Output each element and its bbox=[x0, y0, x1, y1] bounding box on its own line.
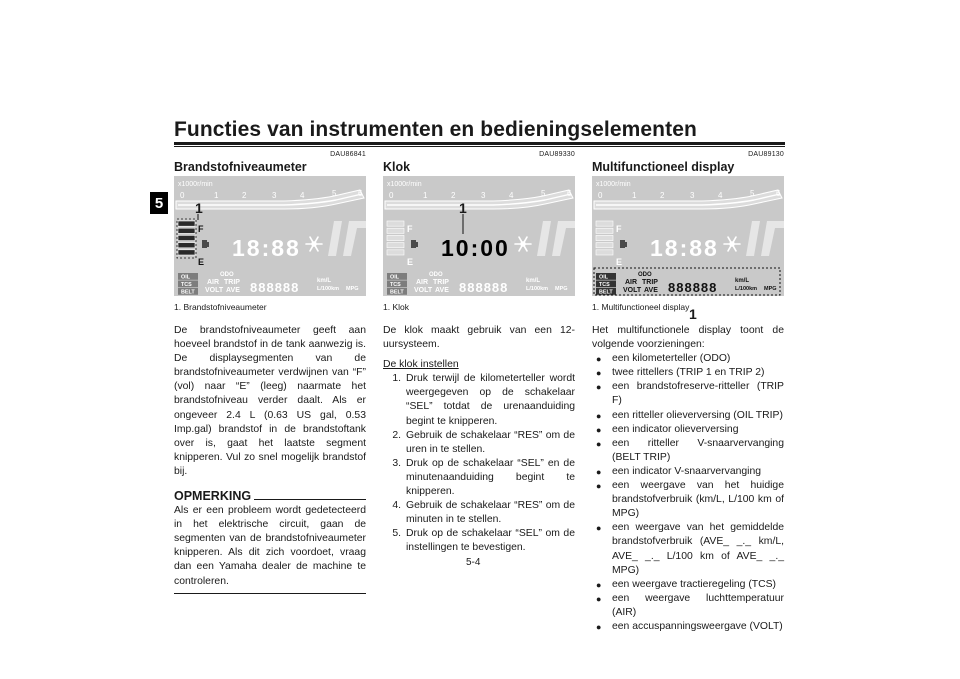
rpm-tick-label: 4 bbox=[300, 191, 305, 200]
step-text: Druk op de schakelaar “SEL” en de minutenaanduiding begint te knipperen. bbox=[406, 457, 575, 498]
warning-label: TCS bbox=[181, 282, 192, 288]
unit-l-per-100km: L/100km bbox=[735, 286, 758, 292]
rpm-tick-label: 2 bbox=[660, 191, 665, 200]
feature-item bbox=[592, 380, 784, 408]
fuel-segment bbox=[596, 243, 613, 248]
note-rule bbox=[254, 499, 366, 500]
rpm-tick-label: 6 bbox=[567, 189, 572, 198]
rpm-tick-label: 3 bbox=[481, 191, 486, 200]
ave-label: AVE bbox=[435, 287, 449, 294]
rpm-tick-label: 1 bbox=[632, 191, 637, 200]
fuel-segment bbox=[596, 250, 613, 255]
unit-l-per-100km: L/100km bbox=[317, 286, 340, 292]
note-body: Als er een probleem wordt gedetecteerd in het elektrische circuit, gaan de segmenten van de brandstofniveaumeter knipperen. Als dit zich voordoet, vraag dan een Yamaha dealer de machine te controleren. bbox=[174, 505, 366, 587]
trip-label: TRIP bbox=[433, 279, 449, 286]
fuel-segment bbox=[387, 235, 404, 240]
section-code: DAU86841 bbox=[330, 151, 366, 158]
callout-number: 1 bbox=[459, 200, 467, 216]
rpm-tick-label: 3 bbox=[272, 191, 277, 200]
volt-label: VOLT bbox=[414, 287, 433, 294]
step-text: Gebruik de schakelaar “RES” om de minuten in te stellen. bbox=[406, 500, 575, 526]
warning-label: OIL bbox=[390, 274, 399, 281]
fuel-segment bbox=[387, 221, 404, 226]
bullet-icon: ● bbox=[596, 354, 602, 365]
rpm-unit-label: x1000r/min bbox=[387, 181, 422, 188]
feature-text: een indicator olieverversing bbox=[612, 423, 739, 435]
bullet-icon: ● bbox=[596, 382, 602, 393]
feature-item bbox=[592, 409, 784, 423]
odometer-digits: 888888 bbox=[459, 280, 509, 295]
unit-l-per-100km: L/100km bbox=[526, 286, 549, 292]
feature-item bbox=[592, 352, 784, 366]
fuel-empty-label: E bbox=[407, 257, 414, 267]
dashboard-illustration bbox=[174, 176, 366, 296]
rpm-tick-label: 1 bbox=[214, 191, 219, 200]
volt-label: VOLT bbox=[623, 287, 642, 294]
step-item bbox=[383, 429, 575, 457]
step-text: Druk terwijl de kilometerteller wordt weergegeven op de schakelaar “SEL” totdat de urenaanduiding begint te knipperen. bbox=[406, 373, 575, 427]
feature-text: een accuspanningsweergave (VOLT) bbox=[612, 620, 783, 632]
body-paragraph: De brandstofniveaumeter geeft aan hoeveel brandstof in de tank aanwezig is. De displaysegmenten van de brandstofniveaumeter verdwijnen van “F” (vol) naar “E” (leeg) naarmate het brandstofniveau verder daalt. Als er ongeveer 2.4 L (0.63 US gal, 0.53 Imp.gal) brandstof in de brandstoftank over is, gaat het laatste segment knipperen. Vul zo snel mogelijk brandstof bij. bbox=[174, 325, 366, 477]
callout-number: 1 bbox=[689, 306, 697, 322]
fuel-segment bbox=[178, 228, 195, 233]
body-paragraph: De klok maakt gebruik van een 12-uursysteem. bbox=[383, 325, 575, 351]
callout-number: 1 bbox=[195, 200, 203, 216]
fuel-segment bbox=[596, 235, 613, 240]
rpm-tick-label: 0 bbox=[598, 191, 603, 200]
fuel-segment bbox=[387, 250, 404, 255]
feature-text: twee rittellers (TRIP 1 en TRIP 2) bbox=[612, 367, 765, 379]
step-item bbox=[383, 527, 575, 555]
feature-text: een brandstofreserve-ritteller (TRIP F) bbox=[612, 381, 784, 407]
clock-display: 10:00 bbox=[441, 235, 510, 261]
clock-display: 18:88 bbox=[650, 235, 719, 261]
warning-label: BELT bbox=[599, 289, 613, 296]
feature-text: een kilometerteller (ODO) bbox=[612, 353, 731, 365]
trip-label: TRIP bbox=[642, 279, 658, 286]
bullet-icon: ● bbox=[596, 438, 602, 449]
page-number: 5-4 bbox=[466, 557, 481, 568]
step-item bbox=[383, 372, 575, 428]
feature-item bbox=[592, 592, 784, 620]
trip-label: TRIP bbox=[224, 279, 240, 286]
step-number: 2. bbox=[392, 429, 401, 441]
feature-item bbox=[592, 521, 784, 577]
unit-km-per-l: km/L bbox=[317, 278, 332, 284]
dashboard-illustration bbox=[592, 176, 784, 296]
rpm-tick-label: 2 bbox=[242, 191, 247, 200]
note-heading bbox=[174, 489, 366, 503]
fuel-empty-label: E bbox=[198, 257, 205, 267]
warning-label: OIL bbox=[181, 274, 190, 281]
warning-label: OIL bbox=[599, 274, 608, 281]
air-label: AIR bbox=[416, 279, 429, 286]
subsection-title: De klok instellen bbox=[383, 359, 459, 371]
feature-item bbox=[592, 423, 784, 437]
bullet-icon: ● bbox=[596, 523, 602, 534]
figure-caption: 1. Multifunctioneel display bbox=[592, 302, 690, 312]
air-label: AIR bbox=[625, 279, 638, 286]
warning-label: TCS bbox=[599, 282, 610, 288]
step-item bbox=[383, 499, 575, 527]
rpm-tick-label: 3 bbox=[690, 191, 695, 200]
warning-label: BELT bbox=[390, 289, 404, 296]
step-text: Gebruik de schakelaar “RES” om de uren in te stellen. bbox=[406, 429, 575, 455]
rpm-tick-label: 5 bbox=[332, 189, 337, 198]
note-title: OPMERKING bbox=[174, 489, 252, 504]
section-fuel-meter bbox=[174, 150, 366, 594]
feature-text: een weergave van het gemiddelde brandstofverbruik (AVE_ _._ km/L, AVE_ _._ L/100 km of AVE_ _._ MPG) bbox=[612, 522, 784, 576]
odo-label: ODO bbox=[638, 272, 652, 278]
fuel-segment bbox=[178, 243, 195, 248]
title-rule bbox=[174, 142, 785, 145]
feature-item bbox=[592, 465, 784, 479]
fuel-segment bbox=[178, 221, 195, 226]
step-number: 5. bbox=[392, 528, 401, 540]
note-end-rule bbox=[174, 593, 366, 594]
odo-label: ODO bbox=[220, 272, 234, 278]
fuel-segment bbox=[387, 228, 404, 233]
fuel-full-label: F bbox=[407, 224, 413, 234]
fuel-full-label: F bbox=[198, 224, 204, 234]
feature-text: een ritteller olieverversing (OIL TRIP) bbox=[612, 409, 783, 421]
feature-text: een weergave van het huidige brandstofverbruik (km/L, L/100 km of MPG) bbox=[612, 480, 784, 520]
rpm-tick-label: 4 bbox=[509, 191, 514, 200]
rpm-tick-label: 2 bbox=[451, 191, 456, 200]
step-number: 4. bbox=[392, 500, 401, 512]
bullet-icon: ● bbox=[596, 410, 602, 421]
step-number: 3. bbox=[392, 457, 401, 469]
rpm-tick-label: 4 bbox=[718, 191, 723, 200]
bullet-icon: ● bbox=[596, 579, 602, 590]
fuel-full-label: F bbox=[616, 224, 622, 234]
rpm-tick-label: 1 bbox=[423, 191, 428, 200]
feature-item bbox=[592, 366, 784, 380]
rpm-tick-label: 6 bbox=[358, 189, 363, 198]
title-rule-thin bbox=[174, 146, 785, 147]
rpm-unit-label: x1000r/min bbox=[596, 181, 631, 188]
feature-text: een weergave tractieregeling (TCS) bbox=[612, 578, 777, 590]
rpm-tick-label: 5 bbox=[750, 189, 755, 198]
steps-list bbox=[383, 372, 575, 555]
rpm-tick-label: 0 bbox=[389, 191, 394, 200]
feature-text: een weergave luchttemperatuur (AIR) bbox=[612, 592, 784, 618]
feature-item bbox=[592, 479, 784, 521]
figure-fuel-meter bbox=[174, 176, 366, 296]
figure-caption: 1. Brandstofniveaumeter bbox=[174, 302, 267, 312]
unit-km-per-l: km/L bbox=[526, 278, 541, 284]
rpm-tick-label: 5 bbox=[541, 189, 546, 198]
fuel-segment bbox=[387, 243, 404, 248]
fuel-segment bbox=[178, 250, 195, 255]
ave-label: AVE bbox=[644, 287, 658, 294]
section-title: Brandstofniveaumeter bbox=[174, 160, 307, 174]
feature-item bbox=[592, 437, 784, 465]
fuel-segment bbox=[596, 228, 613, 233]
rpm-tick-label: 6 bbox=[776, 189, 781, 198]
feature-text: een indicator V-snaarvervanging bbox=[612, 465, 762, 477]
warning-label: BELT bbox=[181, 289, 195, 296]
bullet-icon: ● bbox=[596, 621, 602, 632]
features-list bbox=[592, 352, 784, 634]
bullet-icon: ● bbox=[596, 481, 602, 492]
body-paragraph: Het multifunctionele display toont de volgende voorzieningen: bbox=[592, 325, 784, 351]
feature-item bbox=[592, 578, 784, 592]
feature-text: een ritteller V-snaarvervanging (BELT TRIP) bbox=[612, 437, 784, 463]
figure-clock bbox=[383, 176, 575, 296]
odometer-digits: 888888 bbox=[668, 280, 718, 295]
clock-display: 18:88 bbox=[232, 235, 301, 261]
step-text: Druk op de schakelaar “SEL” om de instellingen te bevestigen. bbox=[406, 528, 575, 554]
step-item bbox=[383, 457, 575, 499]
odometer-digits: 888888 bbox=[250, 280, 300, 295]
bullet-icon: ● bbox=[596, 424, 602, 435]
section-title: Klok bbox=[383, 160, 411, 174]
odo-label: ODO bbox=[429, 272, 443, 278]
section-title: Multifunctioneel display bbox=[592, 160, 735, 174]
warning-label: TCS bbox=[390, 282, 401, 288]
section-code: DAU89130 bbox=[748, 151, 784, 158]
chapter-tab: 5 bbox=[150, 192, 168, 214]
fuel-segment bbox=[596, 221, 613, 226]
unit-km-per-l: km/L bbox=[735, 278, 750, 284]
bullet-icon: ● bbox=[596, 593, 602, 604]
volt-label: VOLT bbox=[205, 287, 224, 294]
section-multifunction-display bbox=[592, 150, 784, 634]
rpm-unit-label: x1000r/min bbox=[178, 181, 213, 188]
fuel-empty-label: E bbox=[616, 257, 623, 267]
page-title: Functies van instrumenten en bedieningselementen bbox=[174, 118, 697, 141]
dashboard-illustration bbox=[383, 176, 575, 296]
section-code: DAU89330 bbox=[539, 151, 575, 158]
unit-mpg: MPG bbox=[346, 286, 359, 292]
ave-label: AVE bbox=[226, 287, 240, 294]
rpm-tick-label: 0 bbox=[180, 191, 185, 200]
fuel-segment bbox=[178, 235, 195, 240]
bullet-icon: ● bbox=[596, 466, 602, 477]
unit-mpg: MPG bbox=[764, 286, 777, 292]
figure-caption: 1. Klok bbox=[383, 302, 409, 312]
bullet-icon: ● bbox=[596, 368, 602, 379]
section-clock bbox=[383, 150, 575, 556]
step-number: 1. bbox=[392, 373, 401, 385]
feature-item bbox=[592, 620, 784, 634]
air-label: AIR bbox=[207, 279, 220, 286]
unit-mpg: MPG bbox=[555, 286, 568, 292]
